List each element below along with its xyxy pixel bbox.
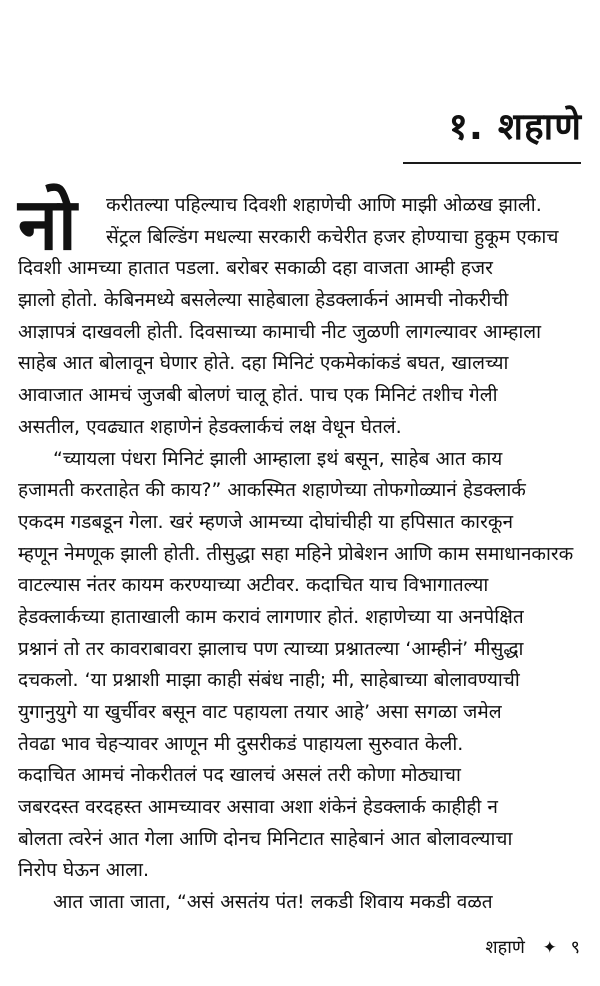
text-line: दिवशी आमच्या हातात पडला. बरोबर सकाळी दहा वाजता आम्ही हजर [18, 257, 493, 280]
text-line: बोलता त्वरेनं आत गेला आणि दोनच मिनिटात साहेबानं आत बोलावल्याचा [18, 827, 513, 850]
text-line: असतील, एवढ्यात शहाणेनं हेडक्लार्कचं लक्ष वेधून घेतलं. [18, 415, 402, 438]
text-line: निरोप घेऊन आला. [18, 859, 149, 882]
text-line: म्हणून नेमणूक झाली होती. तीसुद्धा सहा महिने प्रोबेशन आणि काम समाधानकारक [18, 542, 574, 565]
text-line: जबरदस्त वरदहस्त आमच्यावर असावा अशा शंकेनं हेडक्लार्क काहीही न [18, 796, 498, 819]
page-footer [477, 939, 580, 957]
text-line: साहेब आत बोलावून घेणार होते. दहा मिनिटं एकमेकांकडं बघत, खालच्या [18, 352, 509, 375]
text-line: वाटल्यास नंतर कायम करण्याच्या अटीवर. कदाचित याच विभागातल्या [18, 574, 489, 597]
text-line: युगानुयुगे या खुर्चीवर बसून वाट पहायला तयार आहे’ असा सगळा जमेल [18, 701, 502, 723]
text-line: “च्यायला पंधरा मिनिटं झाली आम्हाला इथं बसून, साहेब आत काय [53, 447, 503, 470]
body-text [18, 182, 582, 919]
text-line: प्रश्नानं तो तर कावराबावरा झालाच पण त्याच्या प्रश्नातल्या ‘आम्हीनं’ मीसुद्धा [18, 637, 524, 660]
text-line: आत जाता जाता, “असं असतंय पंत! लकडी शिवाय मकडी वळत [53, 891, 493, 914]
page-number: ९ [570, 937, 580, 958]
text-line: झालो होतो. केबिनमध्ये बसलेल्या साहेबाला हेडक्लार्कनं आमची नोकरीची [18, 289, 509, 312]
text-line: सेंट्रल बिल्डिंग मधल्या सरकारी कचेरीत हजर होण्याचा हुकूम एकाच [106, 225, 559, 248]
text-line: हेडक्लार्कच्या हाताखाली काम करावं लागणार होतं. शहाणेच्या या अनपेक्षित [18, 605, 524, 628]
text-line: कदाचित आमचं नोकरीतलं पद खालचं असलं तरी कोणा मोठ्याचा [18, 764, 461, 787]
text-line: दचकलो. ‘या प्रश्नाशी माझा काही संबंध नाही; मी, साहेबाच्या बोलावण्याची [18, 669, 520, 692]
text-line: आज्ञापत्रं दाखवली होती. दिवसाच्या कामाची नीट जुळणी लागल्यावर आम्हाला [18, 320, 542, 343]
ornament-icon: ✦ [542, 938, 557, 958]
running-title: शहाणे [485, 937, 525, 958]
text-line: आवाजात आमचं जुजबी बोलणं चालू होतं. पाच एक मिनिटं तशीच गेली [18, 384, 498, 407]
text-line: हजामती करताहेत की काय?” आकस्मित शहाणेच्या तोफगोळ्यानं हेडक्लार्क [18, 479, 526, 502]
text-line: करीतल्या पहिल्याच दिवशी शहाणेची आणि माझी ओळख झाली. [106, 194, 542, 216]
text-line: तेवढा भाव चेहऱ्यावर आणून मी दुसरीकडं पाहायला सुरुवात केली. [18, 732, 464, 755]
chapter-heading: १. शहाणे [448, 105, 582, 148]
text-line: एकदम गडबडून गेला. खरं म्हणजे आमच्या दोघांचीही या हपिसात कारकून [18, 510, 514, 533]
heading-rule [403, 162, 581, 164]
drop-cap: नो [18, 182, 75, 266]
